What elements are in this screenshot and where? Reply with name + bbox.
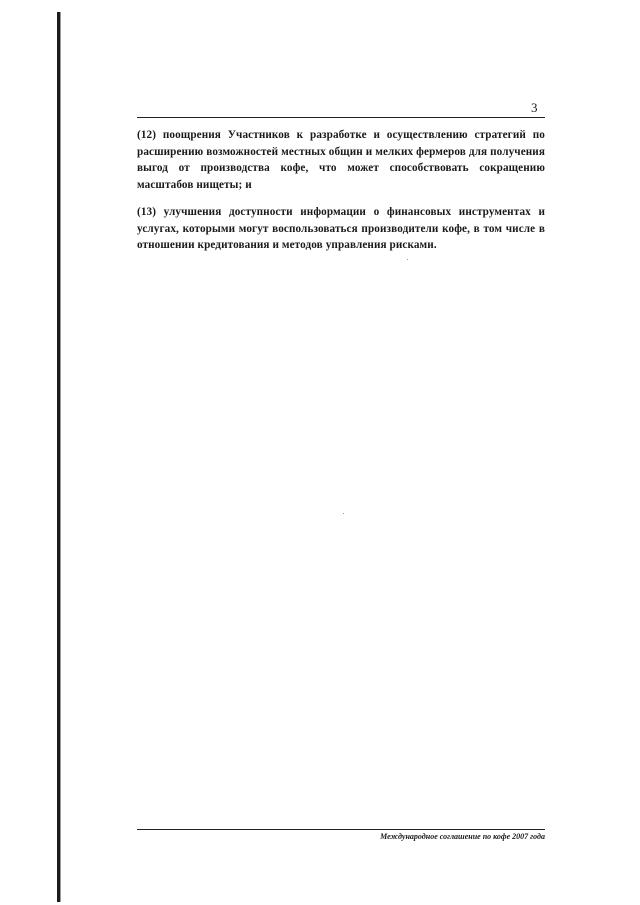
footer-title: Международное соглашение по кофе 2007 года xyxy=(380,832,545,841)
page-number: 3 xyxy=(531,100,538,115)
paragraph-13: (13) улучшения доступности информации о финансовых инструментах и услугах, которыми могут воспользоваться производители кофе, в том числе в отношении кредитования и методов управления рисками. xyxy=(137,206,545,251)
scan-speck xyxy=(407,259,408,260)
scan-speck xyxy=(343,513,344,514)
page-binding-shadow xyxy=(60,12,61,902)
footer-rule xyxy=(137,829,545,830)
header-rule xyxy=(137,117,545,118)
paragraph-12: (12) поощрения Участников к разработке и осуществлению стратегий по расширению возможностей местных общин и мелких фермеров для получения выгод от производства кофе, что может способствовать сокращению масштабов нищеты; и xyxy=(137,129,545,191)
